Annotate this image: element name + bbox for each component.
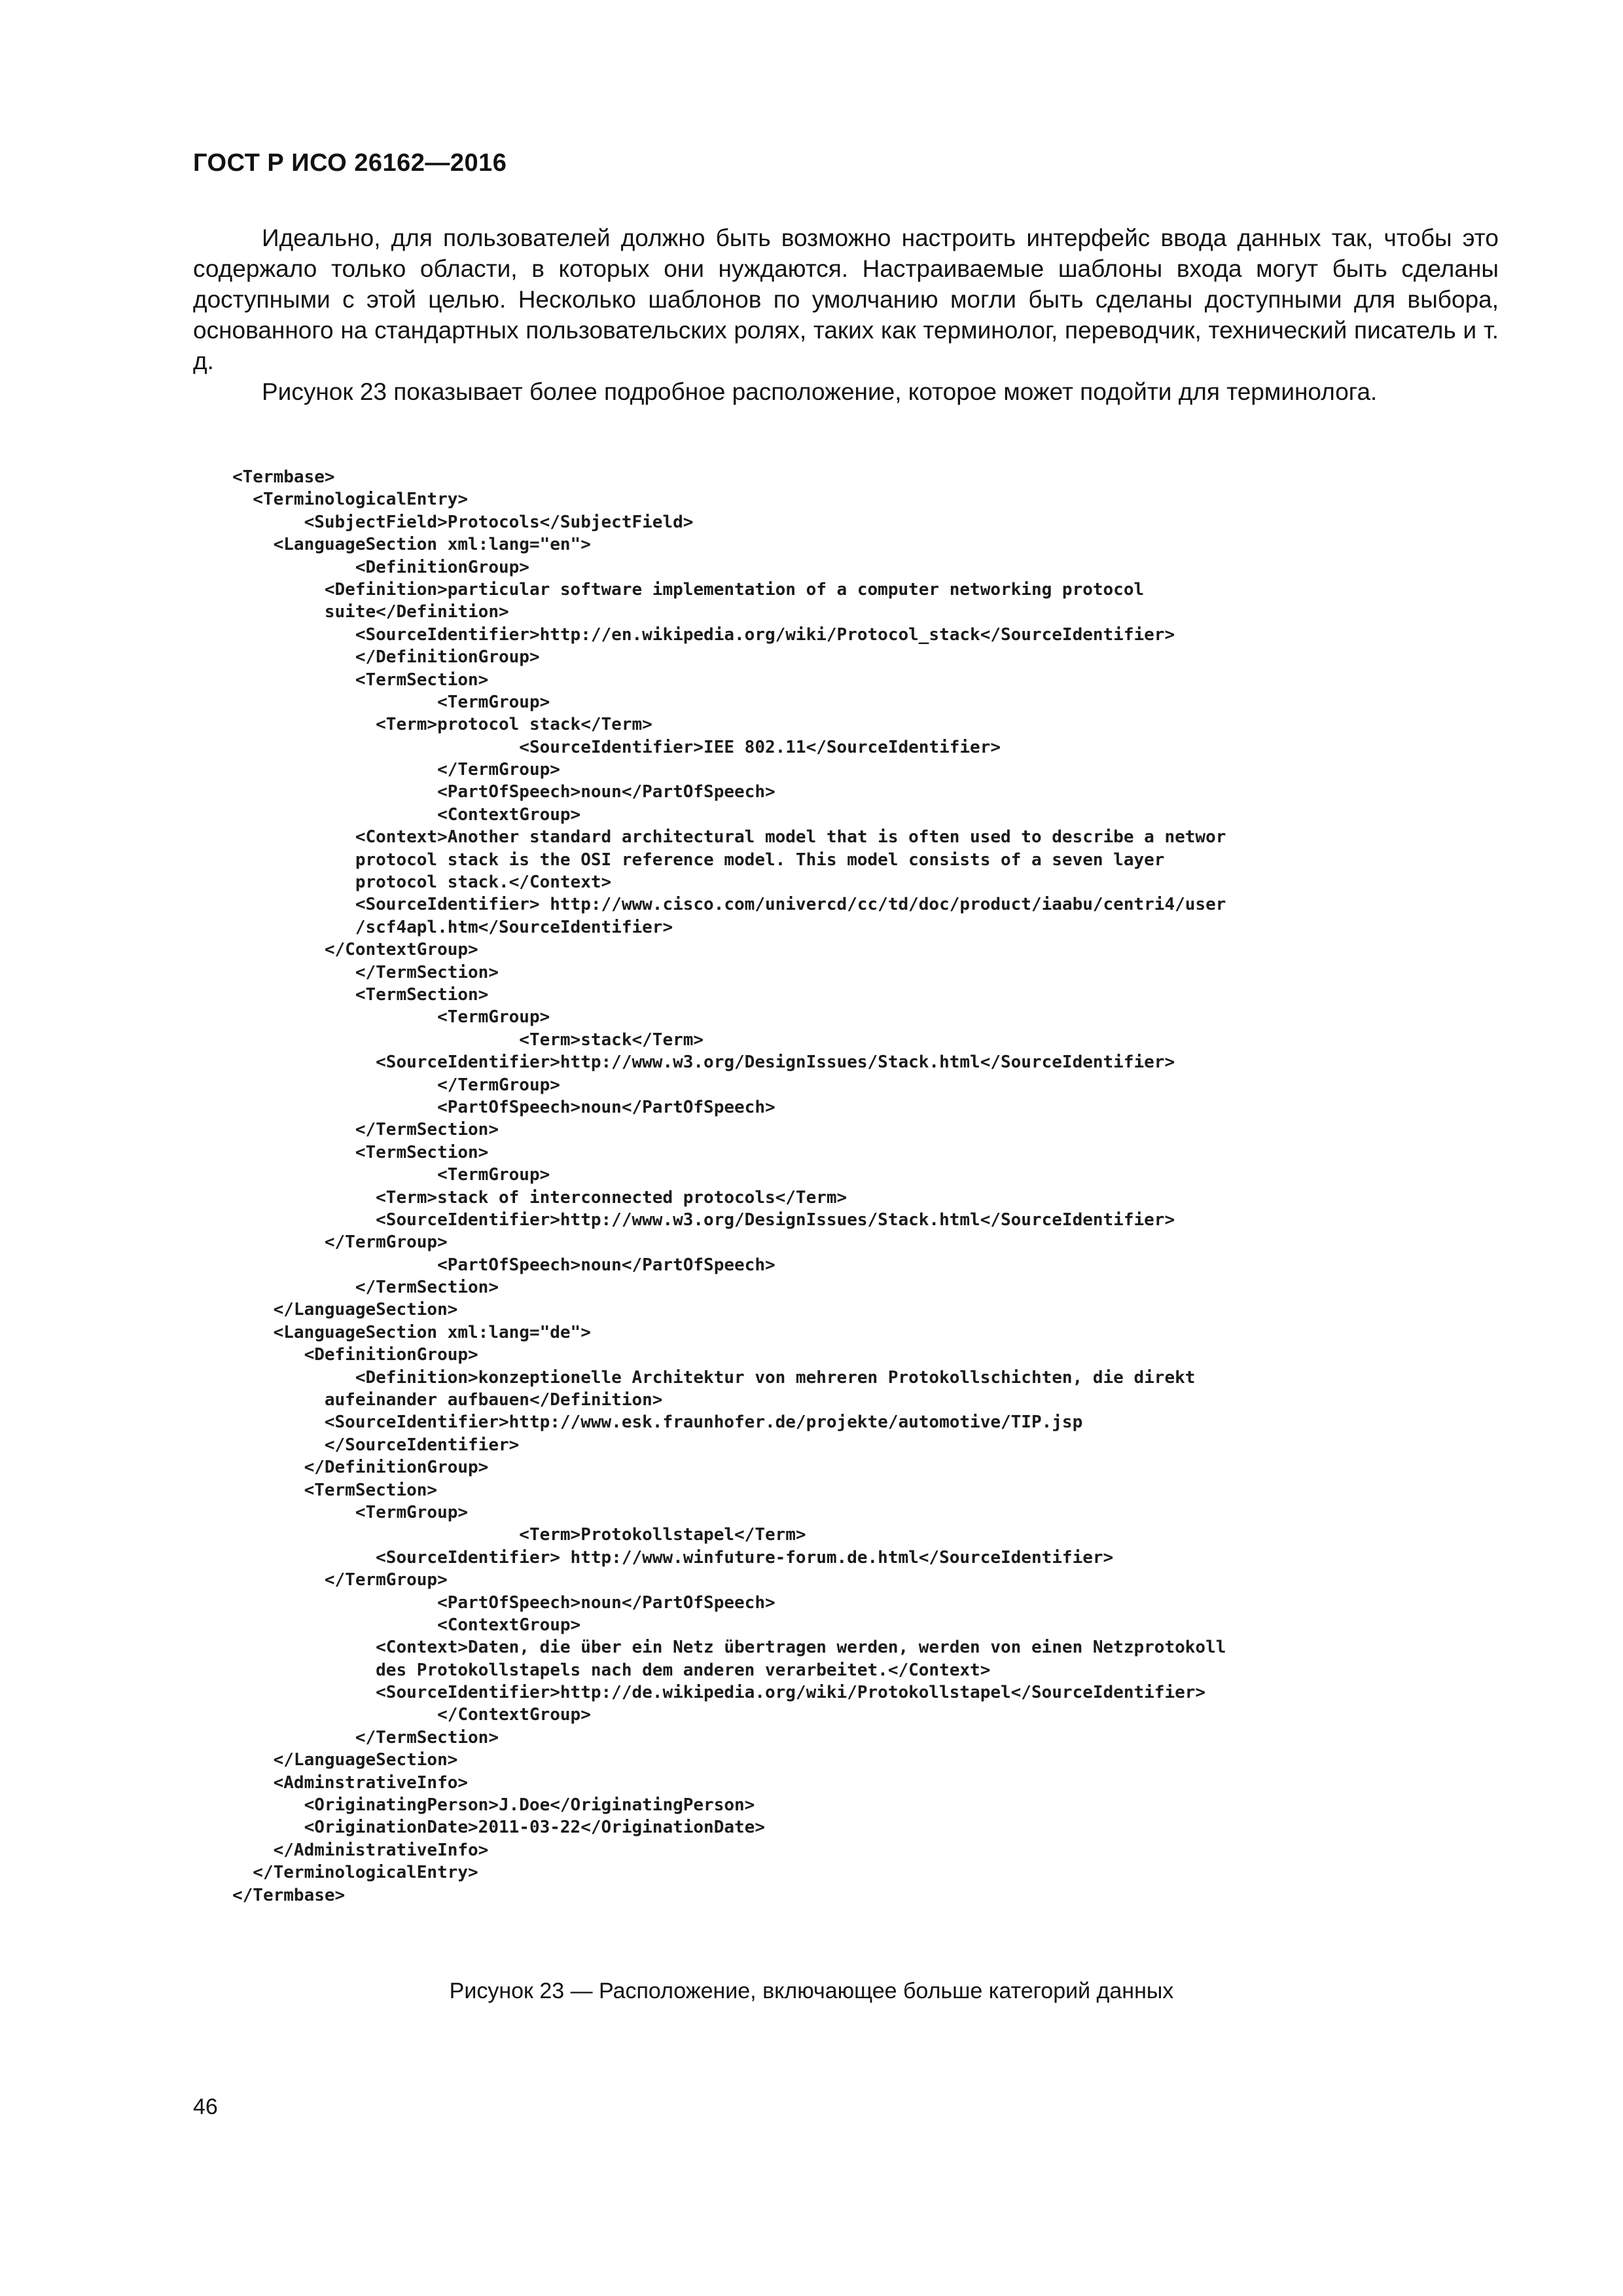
code-line: /scf4apl.htm</SourceIdentifier>: [232, 917, 673, 937]
paragraph: Идеально, для пользователей должно быть возможно настроить интерфейс ввода данных так, чтобы это содержало только области, в которых они нуждаются. Настраиваемые шаблоны входа могут быть сделаны доступными с этой целью. Несколько шаблонов по умолчанию могли быть сделаны доступными для выбора, основанного на стандартных пользовательских ролях, таких как терминолог, переводчик, технический писатель и т. д.: [193, 224, 1499, 374]
code-line: <PartOfSpeech>noun</PartOfSpeech>: [232, 1255, 776, 1275]
code-line: <TermSection>: [232, 670, 489, 690]
code-line: <TermSection>: [232, 1142, 489, 1162]
code-line: <SourceIdentifier>http://de.wikipedia.org/wiki/Protokollstapel</SourceIdentifier>: [232, 1683, 1206, 1703]
code-line: <ContextGroup>: [232, 1615, 581, 1635]
code-line: <SourceIdentifier>http://www.esk.fraunhofer.de/projekte/automotive/TIP.jsp: [232, 1412, 1083, 1433]
code-line: </LanguageSection>: [232, 1750, 458, 1770]
document-header: ГОСТ Р ИСО 26162—2016: [193, 149, 507, 177]
code-line: <TermGroup>: [232, 1165, 550, 1185]
code-line: <DefinitionGroup>: [232, 1345, 478, 1365]
code-line: <Term>stack</Term>: [232, 1030, 704, 1050]
code-line: <SourceIdentifier>http://www.w3.org/DesignIssues/Stack.html</SourceIdentifier>: [232, 1052, 1175, 1073]
code-line: <Term>stack of interconnected protocols</Term>: [232, 1187, 847, 1208]
code-line: <SourceIdentifier> http://www.cisco.com/univercd/cc/td/doc/product/iaabu/centri4/user: [232, 895, 1226, 915]
code-line: </TermGroup>: [232, 1075, 560, 1095]
code-line: </ContextGroup>: [232, 940, 478, 960]
code-line: suite</Definition>: [232, 602, 509, 622]
code-line: </TerminologicalEntry>: [232, 1863, 478, 1883]
code-line: </TermGroup>: [232, 760, 560, 780]
code-line: <TermGroup>: [232, 1502, 469, 1522]
code-line: </AdministrativeInfo>: [232, 1840, 489, 1860]
code-line: </LanguageSection>: [232, 1300, 458, 1320]
code-line: <LanguageSection xml:lang="de">: [232, 1322, 591, 1342]
code-line: <AdminstrativeInfo>: [232, 1772, 469, 1793]
code-line: <TermSection>: [232, 1480, 438, 1500]
code-line: <PartOfSpeech>noun</PartOfSpeech>: [232, 1097, 776, 1117]
code-line: <TermGroup>: [232, 1007, 550, 1028]
code-line: </Termbase>: [232, 1885, 346, 1905]
code-line: <PartOfSpeech>noun</PartOfSpeech>: [232, 782, 776, 802]
code-line: <Definition>konzeptionelle Architektur von mehreren Protokollschichten, die direkt: [232, 1367, 1196, 1388]
code-line: </SourceIdentifier>: [232, 1435, 520, 1455]
code-line: <Context>Another standard architectural model that is often used to describe a networ: [232, 827, 1226, 848]
code-line: </TermSection>: [232, 962, 499, 982]
code-line: </TermSection>: [232, 1120, 499, 1140]
code-line: </TermSection>: [232, 1278, 499, 1298]
xml-code-listing: [232, 466, 1508, 1907]
code-line: <SourceIdentifier>http://www.w3.org/DesignIssues/Stack.html</SourceIdentifier>: [232, 1210, 1175, 1230]
code-line: aufeinander aufbauen</Definition>: [232, 1390, 663, 1410]
code-line: <SourceIdentifier> http://www.winfuture-forum.de.html</SourceIdentifier>: [232, 1547, 1114, 1568]
code-line: <Context>Daten, die über ein Netz übertragen werden, werden von einen Netzprotokoll: [232, 1638, 1226, 1658]
page-number: 46: [193, 2094, 218, 2119]
body-text: [193, 223, 1499, 407]
code-line: <Termbase>: [232, 467, 335, 487]
code-line: <SubjectField>Protocols</SubjectField>: [232, 512, 694, 532]
code-line: <ContextGroup>: [232, 804, 581, 825]
code-line: <Definition>particular software implementation of a computer networking protocol: [232, 579, 1145, 600]
code-line: <PartOfSpeech>noun</PartOfSpeech>: [232, 1592, 776, 1613]
code-line: <Term>protocol stack</Term>: [232, 715, 652, 735]
code-line: <DefinitionGroup>: [232, 557, 529, 577]
code-line: <TerminologicalEntry>: [232, 490, 469, 510]
figure-caption: Рисунок 23 — Расположение, включающее больше категорий данных: [449, 1979, 1174, 2003]
paragraph: Рисунок 23 показывает более подробное расположение, которое может подойти для терминолога.: [262, 378, 1378, 405]
code-line: <TermGroup>: [232, 692, 550, 712]
code-line: </ContextGroup>: [232, 1705, 591, 1725]
code-line: <LanguageSection xml:lang="en">: [232, 535, 591, 555]
code-line: <TermSection>: [232, 984, 489, 1005]
code-line: <SourceIdentifier>IEE 802.11</SourceIdentifier>: [232, 737, 1001, 757]
code-line: </DefinitionGroup>: [232, 647, 540, 668]
code-line: </DefinitionGroup>: [232, 1458, 489, 1478]
code-line: </TermGroup>: [232, 1570, 448, 1590]
code-line: </TermSection>: [232, 1727, 499, 1748]
code-line: <OriginatingPerson>J.Doe</OriginatingPerson>: [232, 1795, 755, 1816]
code-line: </TermGroup>: [232, 1232, 448, 1253]
code-line: <OriginationDate>2011-03-22</OriginationDate>: [232, 1818, 765, 1838]
code-line: des Protokollstapels nach dem anderen verarbeitet.</Context>: [232, 1660, 991, 1680]
code-line: <Term>Protokollstapel</Term>: [232, 1525, 806, 1545]
code-line: <SourceIdentifier>http://en.wikipedia.org/wiki/Protocol_stack</SourceIdentifier>: [232, 624, 1175, 645]
code-line: protocol stack is the OSI reference model. This model consists of a seven layer: [232, 850, 1165, 870]
code-line: protocol stack.</Context>: [232, 872, 612, 893]
